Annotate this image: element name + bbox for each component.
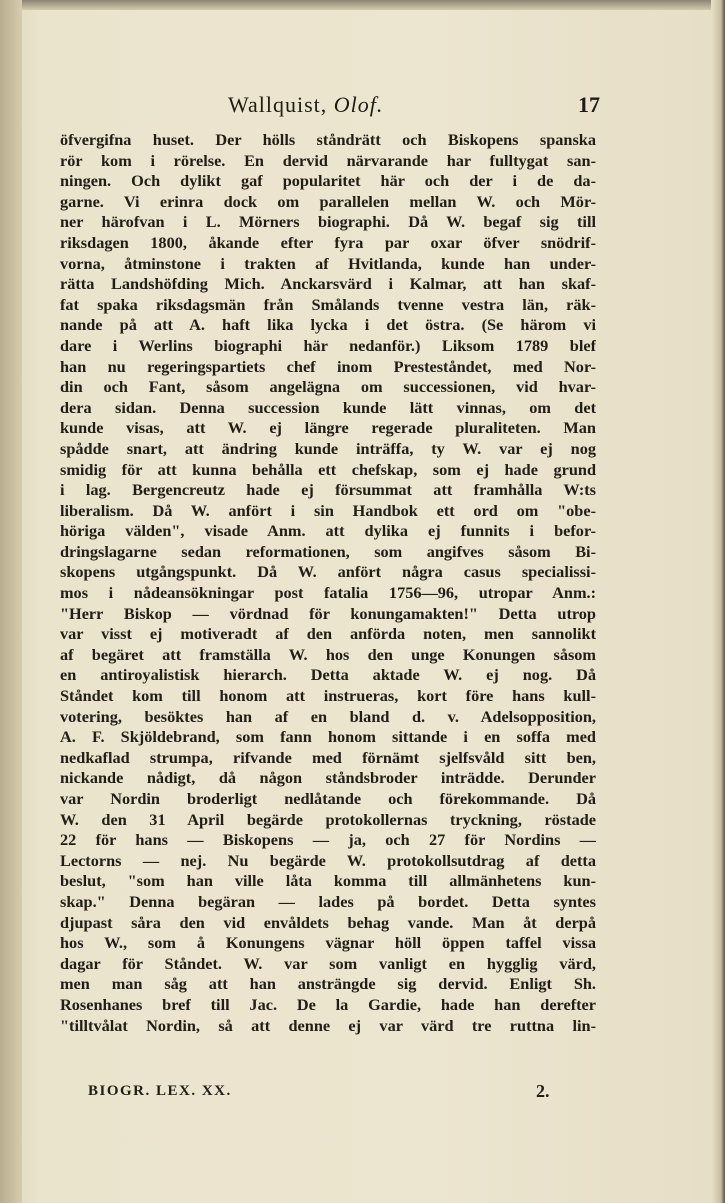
text-line: fat spaka riksdagsmän från Smålands tvenne vestra län, räk-: [60, 294, 596, 314]
page-number: 17: [578, 92, 600, 117]
text-line: ningen. Och dylikt gaf popularitet här och der i de da-: [60, 171, 596, 191]
text-line: i lag. Bergencreutz hade ej försummat att framhålla W:ts: [60, 480, 596, 500]
text-line: nedkaflad strumpa, rifvande med förnämt sjelfsvåld sitt ben,: [60, 747, 596, 767]
text-line: men man såg att han ansträngde sig dervid. Enligt Sh.: [60, 974, 596, 994]
text-line: var Nordin broderligt nedlåtande och förekommande. Då: [60, 789, 596, 808]
page-header: [60, 92, 600, 122]
text-line: "tilltvålat Nordin, så att denne ej var värd tre ruttna lin-: [60, 1015, 596, 1035]
sheet-number: 2.: [536, 1081, 550, 1101]
text-line: Ståndet kom till honom att instrueras, kort före hans kull-: [60, 686, 596, 706]
text-line: dagar för Ståndet. W. var som vanligt en hygglig värd,: [60, 953, 596, 973]
text-line: W. den 31 April begärde protokollernas tryckning, röstade: [60, 809, 596, 829]
page-right-edge: [711, 0, 725, 1203]
text-line: ner härofvan i L. Mörners biographi. Då W. begaf sig till: [60, 212, 596, 232]
text-line: Rosenhanes bref till Jac. De la Gardie, hade han derefter: [60, 994, 596, 1014]
text-line: beslut, "som han ville låta komma till allmänhetens kun-: [60, 871, 596, 891]
text-line: hos W., som å Konungens vägnar höll öppen taffel vissa: [60, 933, 596, 953]
text-line: skap." Denna begäran — lades på bordet. Detta syntes: [60, 891, 596, 911]
text-line: skopens utgångspunkt. Då W. anfört några casus specialissi-: [60, 562, 596, 582]
text-line: votering, besöktes han af en bland d. v. Adelsopposition,: [60, 706, 596, 726]
text-line: nande på att A. haft lika lycka i det östra. (Se härom vi: [60, 315, 596, 335]
text-line: han nu regeringspartiets chef inom Presteståndet, med Nor-: [60, 356, 596, 376]
text-line: rätta Landshöfding Mich. Anckarsvärd i Kalmar, att han skaf-: [60, 274, 596, 294]
text-line: öfvergifna huset. Der hölls ståndrätt och Biskopens spanska: [60, 130, 596, 149]
text-line: liberalism. Då W. anfört i sin Handbok ett ord om "obe-: [60, 500, 596, 520]
text-line: var visst ej motiveradt af den anförda noten, men sannolikt: [60, 624, 596, 644]
running-head-name: Wallquist,: [228, 92, 328, 117]
text-line: rör kom i rörelse. En dervid närvarande har fulltygat san-: [60, 150, 596, 170]
text-line: höriga välden", visade Anm. att dylika ej funnits i befor-: [60, 521, 596, 541]
printer-signature: BIOGR. LEX. XX.: [88, 1083, 232, 1099]
text-line: dringslagarne sedan reformationen, som angifves såsom Bi-: [60, 541, 596, 561]
text-line: af begäret att framställa W. hos den unge Konungen såsom: [60, 644, 596, 664]
page-footer: [88, 1083, 598, 1109]
text-line: mos i nådeansökningar post fatalia 1756—96, utropar Anm.:: [60, 583, 596, 603]
running-head: [228, 92, 383, 118]
text-line: "Herr Biskop — vördnad för konungamakten!" Detta utrop: [60, 603, 596, 623]
page-binding-shadow: [0, 0, 22, 1203]
text-line: kunde visas, att W. ej längre regerade pluraliteten. Man: [60, 418, 596, 438]
text-line: spådde snart, att ändring kunde inträffa, ty W. var ej nog: [60, 438, 596, 458]
running-head-given-name: Olof.: [333, 92, 384, 117]
text-line: en antiroyalistisk hierarch. Detta aktade W. ej nog. Då: [60, 665, 596, 685]
text-line: A. F. Skjöldebrand, som fann honom sittande i en soffa med: [60, 727, 596, 747]
text-line: din och Fant, såsom angelägna om successionen, vid hvar-: [60, 377, 596, 397]
text-line: dare i Werlins biographi här nedanför.) Liksom 1789 blef: [60, 335, 596, 355]
text-line: dera sidan. Denna succession kunde lätt vinnas, om det: [60, 397, 596, 417]
text-line: nickande nådigt, då någon ståndsbroder inträdde. Derunder: [60, 768, 596, 788]
text-line: garne. Vi erinra dock om parallelen mellan W. och Mör-: [60, 191, 596, 211]
text-line: vorna, åtminstone i trakten af Hvitlanda, kunde han under-: [60, 253, 596, 273]
text-line: Lectorns — nej. Nu begärde W. protokollsutdrag af detta: [60, 850, 596, 870]
text-line: riksdagen 1800, åkande efter fyra par oxar öfver snödrif-: [60, 232, 596, 252]
text-line: 22 för hans — Biskopens — ja, och 27 för Nordins —: [60, 830, 596, 850]
text-line: djupast såra den vid envåldets behag vande. Man åt derpå: [60, 912, 596, 932]
text-line: smidig för att kunna behålla ett chefskap, som ej hade grund: [60, 459, 596, 479]
page-top-edge: [0, 0, 725, 10]
body-text: [60, 130, 596, 1036]
